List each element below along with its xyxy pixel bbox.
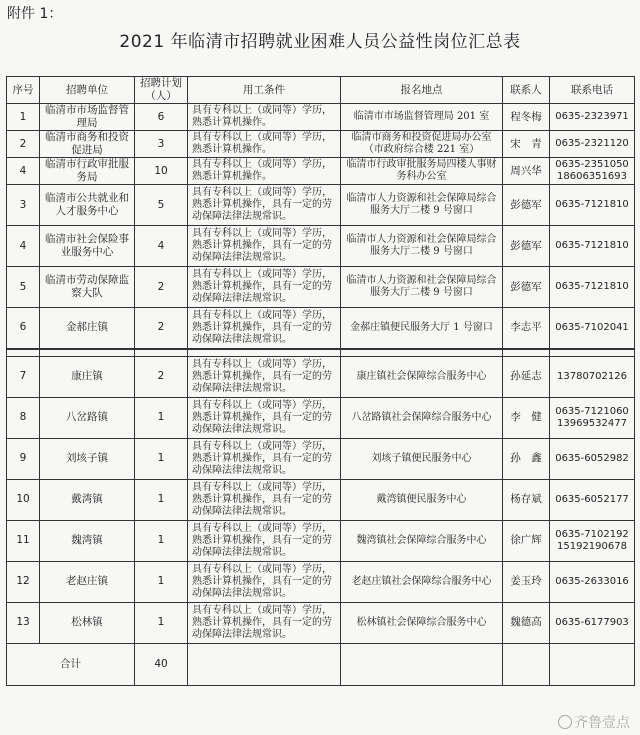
cell-contact: 彭德军	[503, 226, 550, 267]
cell-plan: 1	[135, 602, 188, 643]
cell-contact: 程冬梅	[503, 104, 550, 131]
total-empty-cell	[341, 643, 503, 685]
cell-plan: 1	[135, 479, 188, 520]
table-row	[7, 131, 635, 158]
cell-plan: 10	[135, 158, 188, 185]
cell-cond: 具有专科以上（或同等）学历，熟悉计算机操作，具有一定的劳动保障法律法规常识。	[188, 308, 341, 349]
cell-addr: 临清市人力资源和社会保障局综合服务大厅二楼 9 号窗口	[341, 185, 503, 226]
header-cond: 用工条件	[188, 77, 341, 104]
header-contact: 联系人	[503, 77, 550, 104]
header-phone: 联系电话	[550, 77, 635, 104]
section-break	[7, 349, 635, 357]
attachment-label: 附件 1：	[7, 6, 63, 22]
cell-phone: 0635-7102041	[550, 308, 635, 349]
cell-phone: 0635-6052177	[550, 479, 635, 520]
table-header-row	[7, 77, 635, 104]
cell-phone: 0635-7121810	[550, 267, 635, 308]
table-row	[7, 602, 635, 643]
cell-plan: 5	[135, 185, 188, 226]
cell-plan: 1	[135, 438, 188, 479]
cell-cond: 具有专科以上（或同等）学历，熟悉计算机操作，具有一定的劳动保障法律法规常识。	[188, 185, 341, 226]
total-row	[7, 643, 635, 685]
cell-phone: 0635-7121060 13969532477	[550, 397, 635, 438]
cell-phone: 13780702126	[550, 356, 635, 397]
cell-cond: 具有专科以上（或同等）学历，熟悉计算机操作。	[188, 104, 341, 131]
cell-no: 12	[7, 561, 40, 602]
cell-plan: 4	[135, 226, 188, 267]
section-break-cell	[503, 349, 550, 357]
cell-addr: 刘垓子镇便民服务中心	[341, 438, 503, 479]
cell-addr: 临清市人力资源和社会保障局综合服务大厅二楼 9 号窗口	[341, 226, 503, 267]
cell-phone: 0635-6177903	[550, 602, 635, 643]
cell-plan: 2	[135, 308, 188, 349]
cell-addr: 临清市人力资源和社会保障局综合服务大厅二楼 9 号窗口	[341, 267, 503, 308]
cell-contact: 孙延志	[503, 356, 550, 397]
cell-contact: 杨存斌	[503, 479, 550, 520]
table-row	[7, 438, 635, 479]
table-row	[7, 226, 635, 267]
header-plan: 招聘计划（人）	[135, 77, 188, 104]
cell-unit: 八岔路镇	[40, 397, 135, 438]
section-break-cell	[40, 349, 135, 357]
cell-plan: 2	[135, 267, 188, 308]
table-row	[7, 520, 635, 561]
cell-plan: 1	[135, 520, 188, 561]
cell-phone: 0635-7121810	[550, 185, 635, 226]
cell-plan: 2	[135, 356, 188, 397]
watermark-text: 齐鲁壹点	[574, 715, 630, 731]
table-row	[7, 104, 635, 131]
cell-unit: 临清市公共就业和人才服务中心	[40, 185, 135, 226]
total-empty-cell	[550, 643, 635, 685]
total-label: 合计	[7, 643, 135, 685]
cell-no: 4	[7, 158, 40, 185]
section-break-cell	[550, 349, 635, 357]
cell-cond: 具有专科以上（或同等）学历，熟悉计算机操作，具有一定的劳动保障法律法规常识。	[188, 397, 341, 438]
table-row	[7, 356, 635, 397]
cell-contact: 徐广辉	[503, 520, 550, 561]
cell-no: 2	[7, 131, 40, 158]
cell-contact: 李 健	[503, 397, 550, 438]
cell-unit: 临清市社会保险事业服务中心	[40, 226, 135, 267]
cell-no: 11	[7, 520, 40, 561]
header-no: 序号	[7, 77, 40, 104]
cell-unit: 金郝庄镇	[40, 308, 135, 349]
cell-phone: 0635-6052982	[550, 438, 635, 479]
cell-no: 8	[7, 397, 40, 438]
cell-contact: 孙 鑫	[503, 438, 550, 479]
cell-unit: 临清市行政审批服务局	[40, 158, 135, 185]
cell-addr: 松林镇社会保障综合服务中心	[341, 602, 503, 643]
cell-addr: 戴湾镇便民服务中心	[341, 479, 503, 520]
section-break-cell	[135, 349, 188, 357]
cell-unit: 临清市市场监督管理局	[40, 104, 135, 131]
total-empty-cell	[503, 643, 550, 685]
section-break-cell	[7, 349, 40, 357]
document-title: 2021 年临清市招聘就业困难人员公益性岗位汇总表	[119, 32, 521, 52]
header-unit: 招聘单位	[40, 77, 135, 104]
cell-unit: 临清市劳动保障监察大队	[40, 267, 135, 308]
cell-no: 6	[7, 308, 40, 349]
cell-cond: 具有专科以上（或同等）学历，熟悉计算机操作，具有一定的劳动保障法律法规常识。	[188, 267, 341, 308]
cell-phone: 0635-2321120	[550, 131, 635, 158]
cell-plan: 3	[135, 131, 188, 158]
total-empty-cell	[188, 643, 341, 685]
cell-contact: 姜玉玲	[503, 561, 550, 602]
table-row	[7, 561, 635, 602]
watermark	[558, 712, 630, 732]
cell-plan: 1	[135, 561, 188, 602]
cell-phone: 0635-2323971	[550, 104, 635, 131]
cell-cond: 具有专科以上（或同等）学历，熟悉计算机操作。	[188, 131, 341, 158]
table-row	[7, 308, 635, 349]
cell-cond: 具有专科以上（或同等）学历，熟悉计算机操作，具有一定的劳动保障法律法规常识。	[188, 356, 341, 397]
cell-cond: 具有专科以上（或同等）学历，熟悉计算机操作。	[188, 158, 341, 185]
cell-cond: 具有专科以上（或同等）学历，熟悉计算机操作，具有一定的劳动保障法律法规常识。	[188, 479, 341, 520]
table-row	[7, 267, 635, 308]
cell-contact: 彭德军	[503, 267, 550, 308]
table-row	[7, 185, 635, 226]
cell-addr: 魏湾镇社会保障综合服务中心	[341, 520, 503, 561]
cell-cond: 具有专科以上（或同等）学历，熟悉计算机操作，具有一定的劳动保障法律法规常识。	[188, 561, 341, 602]
cell-plan: 1	[135, 397, 188, 438]
cell-cond: 具有专科以上（或同等）学历，熟悉计算机操作，具有一定的劳动保障法律法规常识。	[188, 602, 341, 643]
cell-phone: 0635-2351050 18606351693	[550, 158, 635, 185]
cell-addr: 康庄镇社会保障综合服务中心	[341, 356, 503, 397]
cell-no: 3	[7, 185, 40, 226]
cell-phone: 0635-7121810	[550, 226, 635, 267]
cell-addr: 临清市商务和投资促进局办公室（市政府综合楼 221 室）	[341, 131, 503, 158]
cell-unit: 康庄镇	[40, 356, 135, 397]
cell-unit: 松林镇	[40, 602, 135, 643]
cell-cond: 具有专科以上（或同等）学历，熟悉计算机操作，具有一定的劳动保障法律法规常识。	[188, 520, 341, 561]
cell-unit: 戴湾镇	[40, 479, 135, 520]
cell-contact: 宋 青	[503, 131, 550, 158]
total-value: 40	[135, 643, 188, 685]
cell-no: 10	[7, 479, 40, 520]
positions-table	[6, 76, 635, 686]
cell-contact: 李志平	[503, 308, 550, 349]
watermark-logo-icon	[558, 715, 572, 729]
cell-addr: 金郝庄镇便民服务大厅 1 号窗口	[341, 308, 503, 349]
cell-unit: 刘垓子镇	[40, 438, 135, 479]
cell-unit: 老赵庄镇	[40, 561, 135, 602]
cell-addr: 老赵庄镇社会保障综合服务中心	[341, 561, 503, 602]
section-break-cell	[188, 349, 341, 357]
cell-no: 9	[7, 438, 40, 479]
cell-no: 1	[7, 104, 40, 131]
header-addr: 报名地点	[341, 77, 503, 104]
cell-plan: 6	[135, 104, 188, 131]
cell-no: 5	[7, 267, 40, 308]
cell-addr: 临清市行政审批服务局四楼人事财务科办公室	[341, 158, 503, 185]
cell-no: 4	[7, 226, 40, 267]
cell-contact: 魏德高	[503, 602, 550, 643]
cell-unit: 魏湾镇	[40, 520, 135, 561]
cell-phone: 0635-2633016	[550, 561, 635, 602]
table-row	[7, 158, 635, 185]
cell-addr: 临清市市场监督管理局 201 室	[341, 104, 503, 131]
cell-contact: 周兴华	[503, 158, 550, 185]
table-row	[7, 479, 635, 520]
table-row	[7, 397, 635, 438]
cell-cond: 具有专科以上（或同等）学历，熟悉计算机操作，具有一定的劳动保障法律法规常识。	[188, 226, 341, 267]
cell-no: 13	[7, 602, 40, 643]
cell-no: 7	[7, 356, 40, 397]
cell-phone: 0635-7102192 15192190678	[550, 520, 635, 561]
cell-cond: 具有专科以上（或同等）学历，熟悉计算机操作，具有一定的劳动保障法律法规常识。	[188, 438, 341, 479]
cell-contact: 彭德军	[503, 185, 550, 226]
cell-unit: 临清市商务和投资促进局	[40, 131, 135, 158]
cell-addr: 八岔路镇社会保障综合服务中心	[341, 397, 503, 438]
section-break-cell	[341, 349, 503, 357]
